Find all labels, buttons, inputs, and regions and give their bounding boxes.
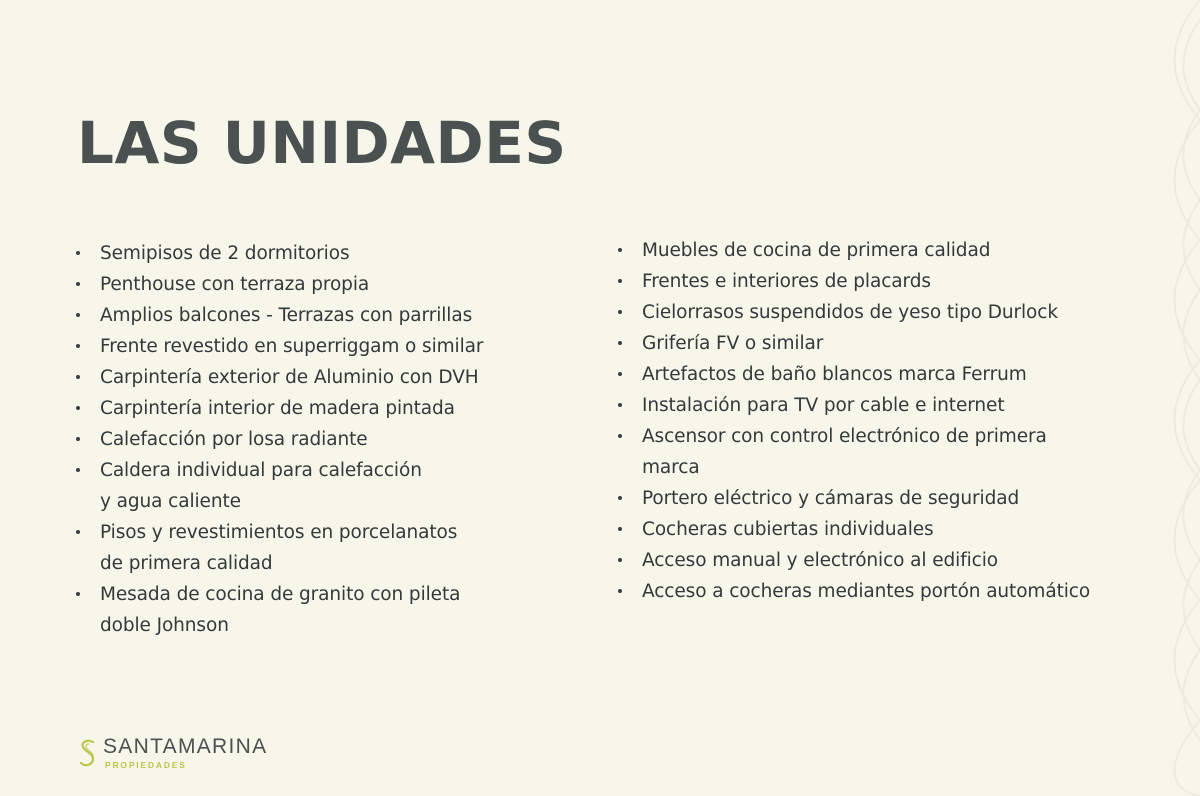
page-title: LAS UNIDADES bbox=[77, 109, 567, 177]
list-item: Acceso manual y electrónico al edificio bbox=[618, 545, 1158, 576]
list-item: Caldera individual para calefacción y agua caliente bbox=[76, 455, 556, 517]
list-item: Pisos y revestimientos en porcelanatos de primera calidad bbox=[76, 517, 556, 579]
list-item: Calefacción por losa radiante bbox=[76, 424, 556, 455]
list-item: Ascensor con control electrónico de primera marca bbox=[618, 421, 1158, 483]
list-item: Amplios balcones - Terrazas con parrillas bbox=[76, 300, 556, 331]
brand-logo bbox=[78, 736, 318, 776]
brand-subtitle: PROPIEDADES bbox=[105, 760, 187, 770]
list-item: Portero eléctrico y cámaras de seguridad bbox=[618, 483, 1158, 514]
list-item: Grifería FV o similar bbox=[618, 328, 1158, 359]
list-item: Carpintería exterior de Aluminio con DVH bbox=[76, 362, 556, 393]
features-list-right bbox=[618, 235, 1158, 607]
list-item: Cocheras cubiertas individuales bbox=[618, 514, 1158, 545]
list-item: Acceso a cocheras mediantes portón automático bbox=[618, 576, 1158, 607]
list-item: Mesada de cocina de granito con pileta doble Johnson bbox=[76, 579, 556, 641]
list-item: Instalación para TV por cable e internet bbox=[618, 390, 1158, 421]
list-item: Penthouse con terraza propia bbox=[76, 269, 556, 300]
list-item: Frente revestido en superriggam o similar bbox=[76, 331, 556, 362]
features-list-left bbox=[76, 238, 556, 641]
list-item: Muebles de cocina de primera calidad bbox=[618, 235, 1158, 266]
list-item: Artefactos de baño blancos marca Ferrum bbox=[618, 359, 1158, 390]
decorative-pattern bbox=[1156, 0, 1200, 796]
list-item: Cielorrasos suspendidos de yeso tipo Durlock bbox=[618, 297, 1158, 328]
brand-name: SANTAMARINA bbox=[103, 735, 268, 758]
list-item: Frentes e interiores de placards bbox=[618, 266, 1158, 297]
list-item: Semipisos de 2 dormitorios bbox=[76, 238, 556, 269]
s-monogram-icon bbox=[78, 738, 98, 770]
list-item: Carpintería interior de madera pintada bbox=[76, 393, 556, 424]
